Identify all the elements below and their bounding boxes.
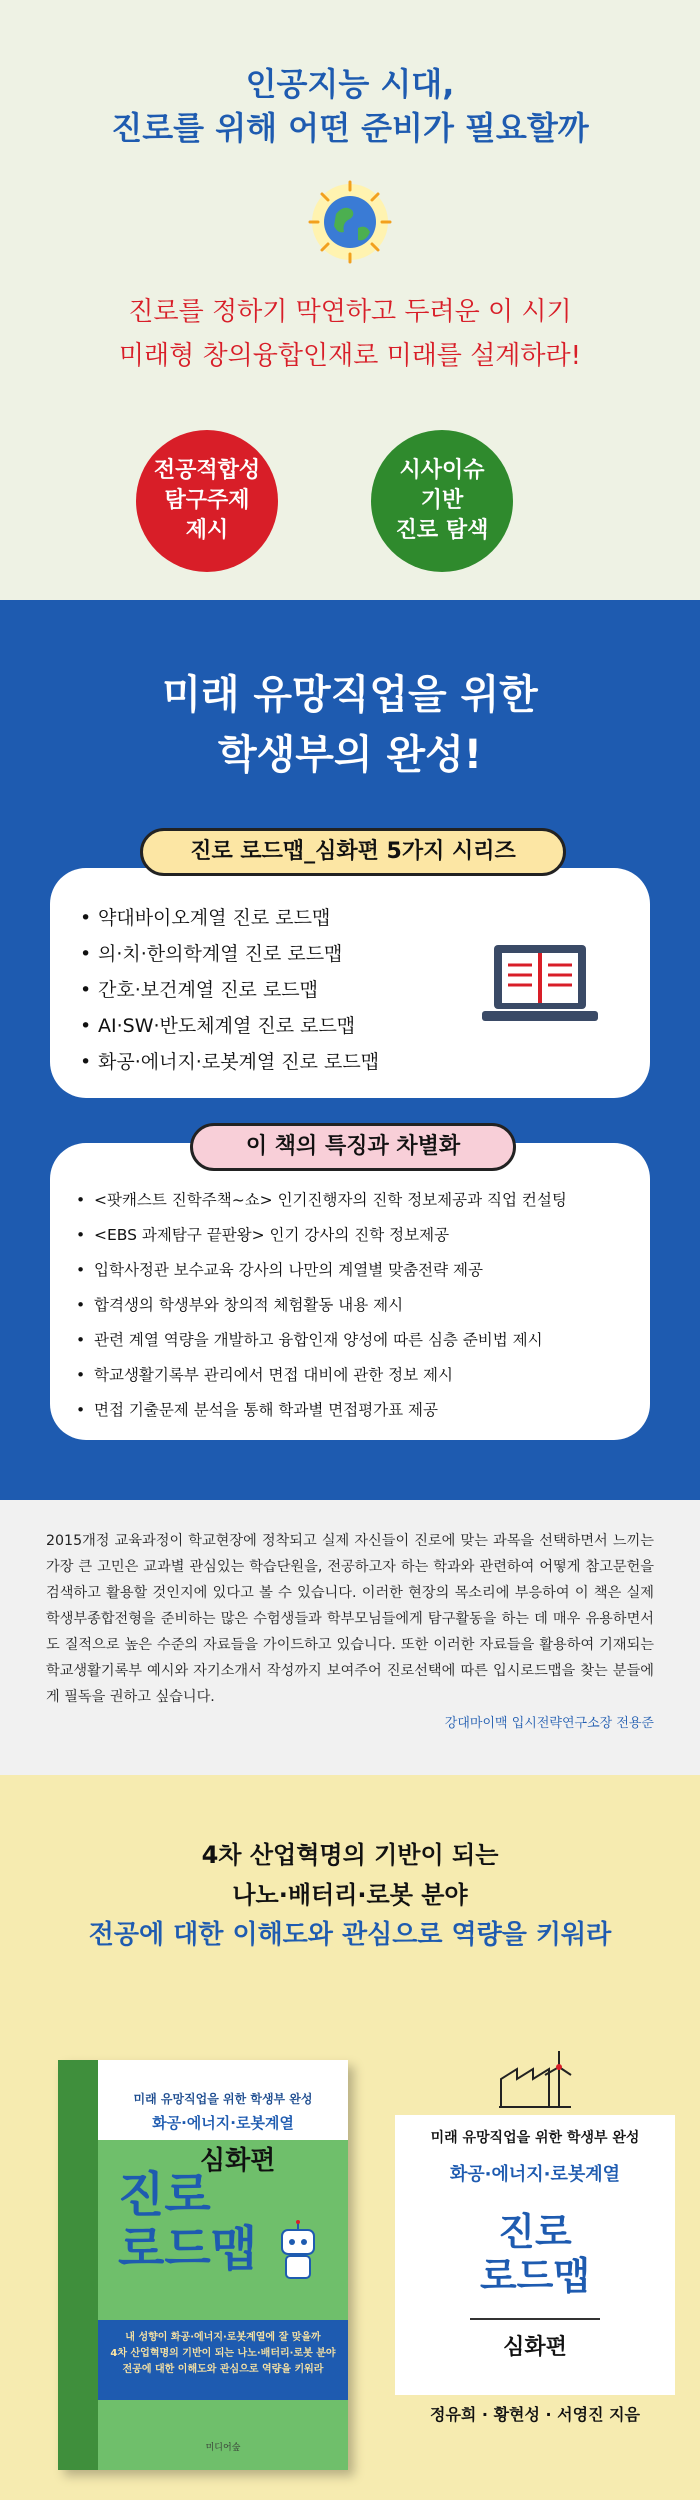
book-headline: [0, 1835, 700, 1915]
book-headline-line2: 나노·배터리·로봇 분야: [232, 1881, 468, 1909]
open-book-laptop-icon: [480, 935, 600, 1035]
features-list: [76, 1183, 567, 1428]
recommendation-signature: 강대마이맥 입시전략연구소장 전용준: [444, 1716, 654, 1731]
badge-current-issues-line1: 시사이슈: [399, 458, 485, 483]
globe-icon: [308, 180, 392, 264]
factory-wind-icon: [497, 2045, 573, 2109]
list-item: • 약대바이오계열 진로 로드맵: [80, 900, 379, 936]
series-headline: [0, 665, 700, 785]
book-cover-top-line: 미래 유망직업을 위한 학생부 완성: [133, 2092, 313, 2106]
badge-major-fit-line3: 제시: [185, 518, 229, 543]
book-info-divider: [470, 2318, 600, 2320]
list-item: • <팟캐스트 진학주책~쇼> 인기진행자의 진학 정보제공과 직업 컨설팅: [76, 1183, 567, 1218]
badge-major-fit-line1: 전공적합성: [153, 458, 261, 483]
book-band-line3: 전공에 대한 이해도와 관심으로 역량을 키워라: [122, 2364, 324, 2375]
intro-headline: [0, 62, 700, 150]
book-headline-line1: 4차 산업혁명의 기반이 되는: [201, 1841, 499, 1869]
recommendation-paragraph: 2015개정 교육과정이 학교현장에 정착되고 실제 자신들이 진로에 맞는 과목을 선택하면서 느끼는 가장 큰 고민은 교과별 관심있는 학습단원을, 전공하고자 하는 학과와 관련하여 어떻게 참고문헌을 검색하고 활용할 것인지에 있다고 볼 수 있습니다. 이러한 현장의 목소리에 부응하여 이 책은 실제 학생부종합전형을 준비하는 많은 수험생들과 학부모님들에게 탐구활동을 하는 데 매우 유용하면서도 질적으로 높은 수준의 자료들을 가이드하고 있습니다. 또한 이러한 자료들을 활용하여 기재되는 학교생활기록부 예시와 자기소개서 작성까지 보여주어 진로선택에 따른 입시로드맵을 찾는 분들에게 필독을 권하고 싶습니다.: [46, 1533, 654, 1705]
list-item: • 합격생의 학생부와 창의적 체험활동 내용 제시: [76, 1288, 567, 1323]
list-item: • 화공·에너지·로봇계열 진로 로드맵: [80, 1044, 379, 1080]
book-spine: [58, 2060, 98, 2470]
list-item: • 의·치·한의학계열 진로 로드맵: [80, 936, 379, 972]
book-cover-title: [118, 2168, 257, 2276]
badge-major-fit-line2: 탐구주제: [164, 488, 250, 513]
book-info-title: [395, 2210, 675, 2298]
book-cover-series: 화공·에너지·로봇계열: [152, 2114, 294, 2132]
badge-current-issues-line2: 기반: [420, 488, 464, 513]
badge-major-fit: [136, 430, 278, 572]
book-info-line1: 미래 유망직업을 위한 학생부 완성: [430, 2130, 640, 2146]
list-item: • 입학사정관 보수교육 강사의 나만의 계열별 맞춤전략 제공: [76, 1253, 567, 1288]
series-list: [80, 900, 379, 1080]
series-headline-line2: 학생부의 완성!: [217, 732, 482, 778]
book-cover-badge: 심화편: [200, 2146, 276, 2176]
book-cover-title-line2: 로드맵: [118, 2221, 258, 2277]
intro-subhead-line1: 진로를 정하기 막연하고 두려운 이 시기: [128, 297, 572, 327]
list-item: • 관련 계열 역량을 개발하고 융합인재 양성에 따른 심층 준비법 제시: [76, 1323, 567, 1358]
book-headline-blue: 전공에 대한 이해도와 관심으로 역량을 키워라: [88, 1920, 612, 1950]
intro-headline-line2: 진로를 위해 어떤 준비가 필요할까: [111, 109, 589, 147]
intro-subhead-line2: 미래형 창의융합인재로 미래를 설계하라!: [118, 341, 582, 371]
book-band-line2: 4차 산업혁명의 기반이 되는 나노·배터리·로봇 분야: [110, 2348, 336, 2359]
series-title-pill: 진로 로드맵_심화편 5가지 시리즈: [140, 828, 566, 876]
series-headline-line1: 미래 유망직업을 위한: [162, 672, 538, 718]
list-item: • <EBS 과제탐구 끝판왕> 인기 강사의 진학 정보제공: [76, 1218, 567, 1253]
intro-headline-line1: 인공지능 시대,: [245, 65, 455, 103]
features-title-pill: 이 책의 특징과 차별화: [190, 1123, 516, 1171]
badge-current-issues: [371, 430, 513, 572]
book-band-line1: 내 성향이 화공·에너지·로봇계열에 잘 맞을까: [125, 2332, 321, 2343]
book-info-subtitle: 심화편: [503, 2335, 567, 2360]
book-info-title-line1: 진로: [498, 2210, 572, 2254]
book-cover-band-text: [108, 2330, 338, 2378]
list-item: • AI·SW·반도체계열 진로 로드맵: [80, 1008, 379, 1044]
book-info-title-line2: 로드맵: [479, 2254, 591, 2298]
badge-current-issues-line3: 진로 탐색: [395, 518, 489, 543]
robot-icon: [268, 2220, 328, 2290]
book-info-series: 화공·에너지·로봇계열: [449, 2164, 621, 2185]
list-item: • 면접 기출문제 분석을 통해 학과별 면접평가표 제공: [76, 1393, 567, 1428]
book-info-authors: 정유희 · 황현성 · 서영진 지음: [429, 2405, 641, 2424]
intro-subhead: [0, 290, 700, 378]
list-item: • 학교생활기록부 관리에서 면접 대비에 관한 정보 제시: [76, 1358, 567, 1393]
book-cover-publisher: 미디어숲: [205, 2443, 241, 2453]
list-item: • 간호·보건계열 진로 로드맵: [80, 972, 379, 1008]
book-cover-title-line1: 진로: [118, 2167, 211, 2223]
